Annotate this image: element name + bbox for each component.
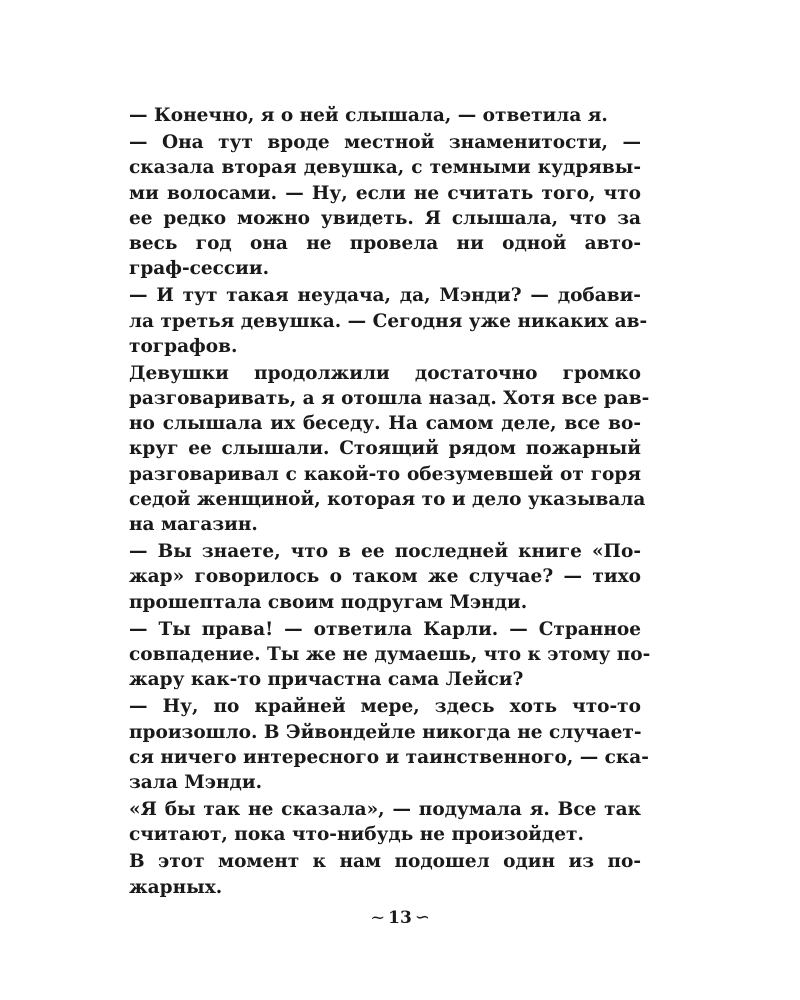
text-line: весь год она не провела ни одной авто- xyxy=(129,232,641,254)
text-line: — Конечно, я о ней слышала, — ответила я. xyxy=(129,105,608,126)
text-line: прошептала своим подругам Мэнди. xyxy=(129,591,528,613)
text-line: ся ничего интересного и таинственного, — ска- xyxy=(129,746,649,768)
text-line: зала Мэнди. xyxy=(129,771,263,793)
text-line: на магазин. xyxy=(129,514,258,535)
text-line: разговаривать, а я отошла назад. Хотя все рав- xyxy=(129,388,650,410)
paragraph xyxy=(129,103,641,128)
page-footer xyxy=(0,907,800,928)
text-line: произошло. В Эйвондейле никогда не случает- xyxy=(129,721,642,743)
text-line: разговаривал с какой-то обезумевшей от горя xyxy=(129,463,641,485)
paragraph xyxy=(129,797,641,847)
text-line: считают, пока что-нибудь не произойдет. xyxy=(129,824,584,846)
text-line: — И тут такая неудача, да, Мэнди? — добави- xyxy=(129,285,641,307)
paragraph xyxy=(129,849,641,899)
text-line: ее редко можно увидеть. Я слышала, что за xyxy=(129,207,641,229)
text-line: жарных. xyxy=(129,876,223,898)
text-line: «Я бы так не сказала», — подумала я. Все так xyxy=(129,799,641,821)
paragraph xyxy=(129,361,650,537)
text-line: ми волосами. — Ну, если не считать того, что xyxy=(129,182,641,204)
text-line: седой женщиной, которая то и дело указывала xyxy=(129,488,646,510)
paragraph xyxy=(129,617,651,693)
text-line: — Ты права! — ответила Карли. — Странное xyxy=(129,618,641,640)
text-line: круг ее слышали. Стоящий рядом пожарный xyxy=(129,438,641,460)
body-text xyxy=(129,103,651,902)
text-line: В этот момент к нам подошел один из по- xyxy=(129,851,641,873)
paragraph xyxy=(129,539,641,615)
text-line: — Ну, по крайней мере, здесь хоть что-то xyxy=(129,696,641,718)
footer-ornament-left: ~ xyxy=(370,907,386,928)
paragraph xyxy=(129,283,648,359)
page-number: 13 xyxy=(388,908,412,928)
text-line: ла третья девушка. — Сегодня уже никаких ав- xyxy=(129,310,648,332)
text-line: жар» говорилось о таком же случае? — тихо xyxy=(129,566,641,588)
text-line: жару как-то причастна сама Лейси? xyxy=(129,669,524,691)
text-line: тографов. xyxy=(129,335,238,357)
text-line: — Она тут вроде местной знаменитости, — xyxy=(129,132,641,154)
text-line: — Вы знаете, что в ее последней книге «По- xyxy=(129,541,641,563)
footer-ornament-right: ∽ xyxy=(414,907,430,928)
text-line: но слышала их беседу. На самом деле, все во- xyxy=(129,413,641,435)
text-line: сказала вторая девушка, с темными кудрявы- xyxy=(129,157,641,179)
paragraph xyxy=(129,130,641,281)
paragraph xyxy=(129,694,649,795)
text-line: Девушки продолжили достаточно громко xyxy=(129,362,641,384)
text-line: совпадение. Ты же не думаешь, что к этому по- xyxy=(129,643,651,665)
text-line: граф-сессии. xyxy=(129,258,270,280)
